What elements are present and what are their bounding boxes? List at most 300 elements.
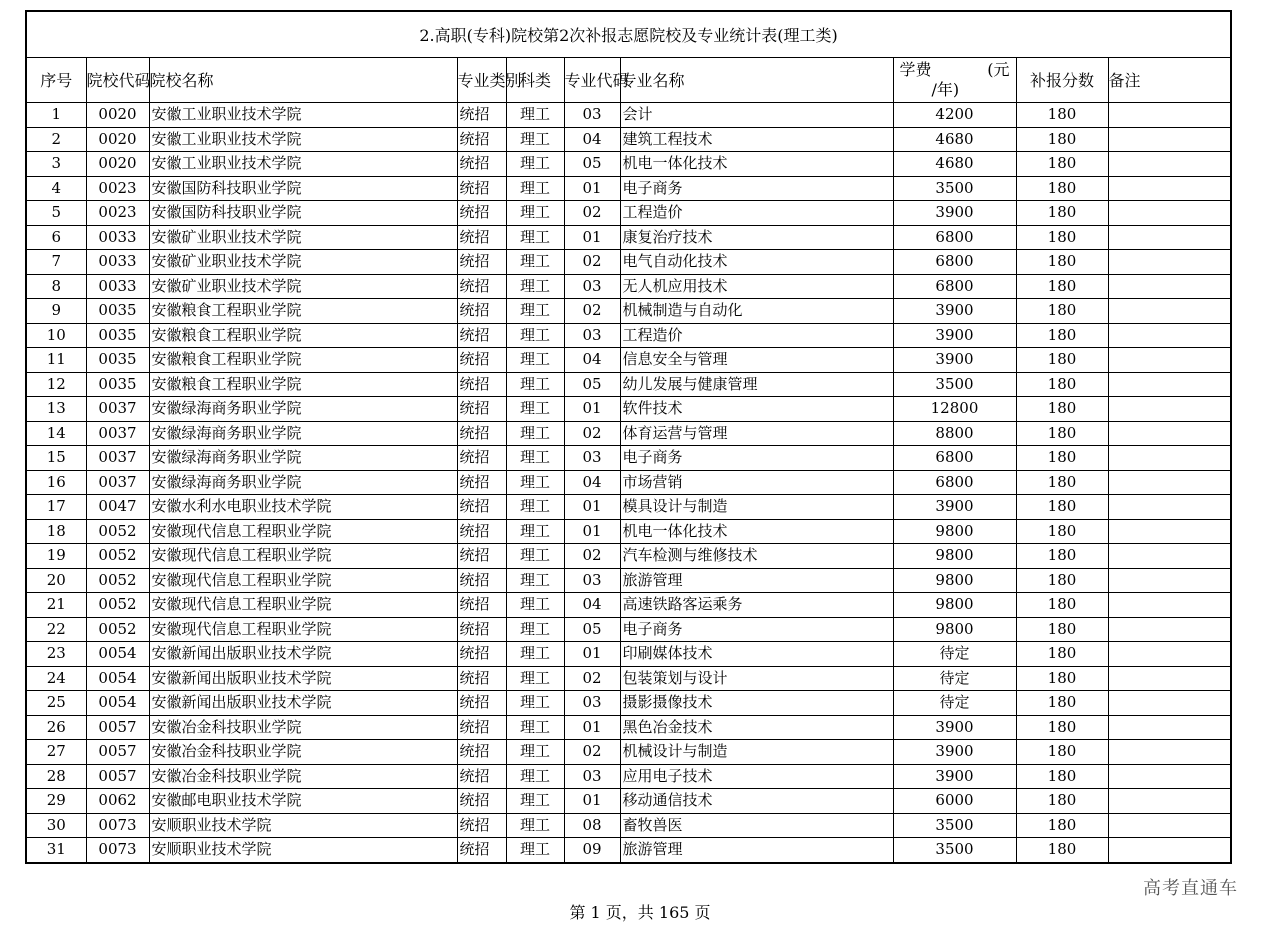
cell-score: 180 xyxy=(1016,372,1108,397)
cell-category: 理工 xyxy=(506,176,564,201)
cell-fee: 6000 xyxy=(893,789,1016,814)
cell-major-name: 旅游管理 xyxy=(620,838,893,863)
cell-score: 180 xyxy=(1016,446,1108,471)
cell-note xyxy=(1108,544,1231,569)
cell-major-name: 印刷媒体技术 xyxy=(620,642,893,667)
header-major-name: 专业名称 xyxy=(620,58,893,103)
cell-school-code: 0035 xyxy=(86,372,149,397)
cell-major-type: 统招 xyxy=(457,642,506,667)
cell-fee: 3500 xyxy=(893,838,1016,863)
cell-note xyxy=(1108,691,1231,716)
cell-note xyxy=(1108,470,1231,495)
table-row xyxy=(26,666,1231,691)
cell-seq: 24 xyxy=(26,666,86,691)
table-row xyxy=(26,421,1231,446)
cell-major-code: 03 xyxy=(564,103,620,128)
cell-major-type: 统招 xyxy=(457,617,506,642)
cell-seq: 21 xyxy=(26,593,86,618)
cell-school-name: 安徽工业职业技术学院 xyxy=(149,103,457,128)
cell-major-code: 01 xyxy=(564,225,620,250)
header-major-code: 专业代码 xyxy=(564,58,620,103)
cell-major-type: 统招 xyxy=(457,176,506,201)
cell-major-code: 01 xyxy=(564,495,620,520)
cell-school-name: 安徽国防科技职业学院 xyxy=(149,176,457,201)
cell-category: 理工 xyxy=(506,740,564,765)
cell-score: 180 xyxy=(1016,250,1108,275)
cell-major-code: 04 xyxy=(564,593,620,618)
cell-major-name: 机械制造与自动化 xyxy=(620,299,893,324)
cell-major-type: 统招 xyxy=(457,201,506,226)
cell-category: 理工 xyxy=(506,715,564,740)
cell-school-name: 安徽邮电职业技术学院 xyxy=(149,789,457,814)
cell-category: 理工 xyxy=(506,201,564,226)
cell-school-name: 安徽现代信息工程职业学院 xyxy=(149,544,457,569)
cell-category: 理工 xyxy=(506,103,564,128)
cell-major-code: 02 xyxy=(564,421,620,446)
cell-major-name: 电子商务 xyxy=(620,176,893,201)
cell-major-type: 统招 xyxy=(457,519,506,544)
table-row xyxy=(26,250,1231,275)
cell-fee: 9800 xyxy=(893,593,1016,618)
cell-major-name: 电子商务 xyxy=(620,446,893,471)
table-row xyxy=(26,152,1231,177)
table-row xyxy=(26,372,1231,397)
table-row xyxy=(26,397,1231,422)
cell-school-code: 0020 xyxy=(86,127,149,152)
cell-seq: 13 xyxy=(26,397,86,422)
cell-fee: 3900 xyxy=(893,764,1016,789)
header-score: 补报分数 xyxy=(1016,58,1108,103)
table-row xyxy=(26,446,1231,471)
cell-category: 理工 xyxy=(506,323,564,348)
cell-score: 180 xyxy=(1016,274,1108,299)
table-row xyxy=(26,593,1231,618)
cell-major-name: 机械设计与制造 xyxy=(620,740,893,765)
cell-school-code: 0020 xyxy=(86,103,149,128)
cell-major-type: 统招 xyxy=(457,691,506,716)
cell-major-code: 05 xyxy=(564,152,620,177)
cell-major-type: 统招 xyxy=(457,789,506,814)
cell-seq: 29 xyxy=(26,789,86,814)
cell-school-name: 安徽矿业职业技术学院 xyxy=(149,274,457,299)
cell-category: 理工 xyxy=(506,372,564,397)
cell-fee: 6800 xyxy=(893,250,1016,275)
cell-major-name: 工程造价 xyxy=(620,201,893,226)
cell-note xyxy=(1108,372,1231,397)
cell-category: 理工 xyxy=(506,617,564,642)
cell-school-code: 0035 xyxy=(86,299,149,324)
cell-note xyxy=(1108,813,1231,838)
cell-score: 180 xyxy=(1016,225,1108,250)
cell-school-name: 安徽现代信息工程职业学院 xyxy=(149,617,457,642)
cell-score: 180 xyxy=(1016,421,1108,446)
table-row xyxy=(26,617,1231,642)
cell-fee: 3900 xyxy=(893,348,1016,373)
cell-school-name: 安徽水利水电职业技术学院 xyxy=(149,495,457,520)
cell-category: 理工 xyxy=(506,225,564,250)
cell-major-code: 01 xyxy=(564,397,620,422)
cell-school-code: 0047 xyxy=(86,495,149,520)
cell-major-name: 康复治疗技术 xyxy=(620,225,893,250)
cell-school-name: 安徽粮食工程职业学院 xyxy=(149,348,457,373)
cell-major-type: 统招 xyxy=(457,372,506,397)
cell-major-code: 03 xyxy=(564,691,620,716)
cell-major-code: 02 xyxy=(564,740,620,765)
cell-school-code: 0057 xyxy=(86,740,149,765)
cell-major-type: 统招 xyxy=(457,568,506,593)
cell-major-name: 电子商务 xyxy=(620,617,893,642)
table-row xyxy=(26,103,1231,128)
table-row xyxy=(26,299,1231,324)
table-row xyxy=(26,642,1231,667)
cell-school-name: 安徽冶金科技职业学院 xyxy=(149,764,457,789)
cell-category: 理工 xyxy=(506,446,564,471)
cell-school-code: 0033 xyxy=(86,274,149,299)
cell-school-name: 安顺职业技术学院 xyxy=(149,813,457,838)
cell-note xyxy=(1108,152,1231,177)
cell-score: 180 xyxy=(1016,299,1108,324)
watermark-logo: 高考直通车 xyxy=(1143,878,1238,899)
table-row xyxy=(26,764,1231,789)
table-row xyxy=(26,201,1231,226)
cell-score: 180 xyxy=(1016,617,1108,642)
cell-category: 理工 xyxy=(506,813,564,838)
cell-major-code: 02 xyxy=(564,544,620,569)
cell-fee: 3500 xyxy=(893,813,1016,838)
table-row xyxy=(26,348,1231,373)
cell-fee: 4680 xyxy=(893,152,1016,177)
stats-table xyxy=(25,10,1232,864)
table-row xyxy=(26,789,1231,814)
header-fee xyxy=(893,58,1016,103)
cell-fee: 待定 xyxy=(893,666,1016,691)
cell-fee: 3500 xyxy=(893,372,1016,397)
cell-score: 180 xyxy=(1016,568,1108,593)
cell-major-name: 移动通信技术 xyxy=(620,789,893,814)
cell-major-code: 02 xyxy=(564,666,620,691)
cell-school-name: 安徽工业职业技术学院 xyxy=(149,152,457,177)
cell-note xyxy=(1108,740,1231,765)
cell-seq: 30 xyxy=(26,813,86,838)
cell-major-type: 统招 xyxy=(457,299,506,324)
header-fee-label: 学费 xyxy=(899,60,932,79)
cell-major-code: 04 xyxy=(564,348,620,373)
cell-major-name: 高速铁路客运乘务 xyxy=(620,593,893,618)
cell-major-type: 统招 xyxy=(457,397,506,422)
cell-category: 理工 xyxy=(506,421,564,446)
table-row xyxy=(26,740,1231,765)
cell-category: 理工 xyxy=(506,152,564,177)
cell-major-type: 统招 xyxy=(457,470,506,495)
cell-major-code: 01 xyxy=(564,519,620,544)
cell-score: 180 xyxy=(1016,544,1108,569)
table-row xyxy=(26,127,1231,152)
table-row xyxy=(26,225,1231,250)
page-footer: 第 1 页，共 165 页 xyxy=(569,903,711,922)
cell-note xyxy=(1108,568,1231,593)
cell-major-name: 机电一体化技术 xyxy=(620,152,893,177)
cell-major-name: 幼儿发展与健康管理 xyxy=(620,372,893,397)
cell-seq: 25 xyxy=(26,691,86,716)
cell-seq: 20 xyxy=(26,568,86,593)
cell-major-code: 05 xyxy=(564,617,620,642)
cell-major-type: 统招 xyxy=(457,544,506,569)
cell-category: 理工 xyxy=(506,274,564,299)
cell-school-code: 0073 xyxy=(86,838,149,863)
cell-school-name: 安徽矿业职业技术学院 xyxy=(149,250,457,275)
cell-major-name: 机电一体化技术 xyxy=(620,519,893,544)
header-school-name: 院校名称 xyxy=(149,58,457,103)
cell-score: 180 xyxy=(1016,740,1108,765)
table-row xyxy=(26,715,1231,740)
cell-major-type: 统招 xyxy=(457,666,506,691)
cell-fee: 8800 xyxy=(893,421,1016,446)
cell-fee: 6800 xyxy=(893,274,1016,299)
cell-school-name: 安徽国防科技职业学院 xyxy=(149,201,457,226)
cell-major-name: 应用电子技术 xyxy=(620,764,893,789)
cell-note xyxy=(1108,519,1231,544)
cell-school-name: 安徽冶金科技职业学院 xyxy=(149,740,457,765)
cell-fee: 4680 xyxy=(893,127,1016,152)
table-row xyxy=(26,838,1231,863)
cell-major-type: 统招 xyxy=(457,250,506,275)
cell-school-name: 安徽绿海商务职业学院 xyxy=(149,446,457,471)
table-title: 2.高职(专科)院校第2次补报志愿院校及专业统计表(理工类) xyxy=(26,11,1231,58)
cell-major-type: 统招 xyxy=(457,152,506,177)
cell-school-code: 0020 xyxy=(86,152,149,177)
table-row xyxy=(26,274,1231,299)
cell-score: 180 xyxy=(1016,593,1108,618)
cell-school-name: 安徽粮食工程职业学院 xyxy=(149,299,457,324)
table-row xyxy=(26,495,1231,520)
cell-score: 180 xyxy=(1016,715,1108,740)
cell-school-name: 安徽现代信息工程职业学院 xyxy=(149,593,457,618)
cell-major-name: 软件技术 xyxy=(620,397,893,422)
cell-school-name: 安徽新闻出版职业技术学院 xyxy=(149,666,457,691)
cell-category: 理工 xyxy=(506,764,564,789)
cell-major-name: 旅游管理 xyxy=(620,568,893,593)
cell-note xyxy=(1108,446,1231,471)
cell-school-code: 0023 xyxy=(86,201,149,226)
cell-note xyxy=(1108,250,1231,275)
cell-major-type: 统招 xyxy=(457,593,506,618)
cell-score: 180 xyxy=(1016,495,1108,520)
cell-major-type: 统招 xyxy=(457,838,506,863)
cell-category: 理工 xyxy=(506,495,564,520)
cell-score: 180 xyxy=(1016,642,1108,667)
cell-major-name: 模具设计与制造 xyxy=(620,495,893,520)
cell-category: 理工 xyxy=(506,519,564,544)
cell-score: 180 xyxy=(1016,838,1108,863)
cell-score: 180 xyxy=(1016,397,1108,422)
cell-fee: 待定 xyxy=(893,642,1016,667)
cell-major-type: 统招 xyxy=(457,740,506,765)
cell-category: 理工 xyxy=(506,348,564,373)
cell-school-code: 0057 xyxy=(86,764,149,789)
cell-school-name: 安徽新闻出版职业技术学院 xyxy=(149,691,457,716)
cell-seq: 10 xyxy=(26,323,86,348)
cell-school-name: 安徽现代信息工程职业学院 xyxy=(149,568,457,593)
cell-note xyxy=(1108,495,1231,520)
cell-fee: 9800 xyxy=(893,568,1016,593)
cell-note xyxy=(1108,323,1231,348)
cell-major-type: 统招 xyxy=(457,813,506,838)
cell-major-code: 03 xyxy=(564,568,620,593)
cell-seq: 6 xyxy=(26,225,86,250)
header-school-code: 院校代码 xyxy=(86,58,149,103)
cell-school-code: 0052 xyxy=(86,593,149,618)
cell-seq: 17 xyxy=(26,495,86,520)
cell-major-name: 摄影摄像技术 xyxy=(620,691,893,716)
cell-note xyxy=(1108,274,1231,299)
cell-major-type: 统招 xyxy=(457,446,506,471)
cell-note xyxy=(1108,789,1231,814)
cell-major-code: 03 xyxy=(564,446,620,471)
cell-major-code: 01 xyxy=(564,789,620,814)
cell-fee: 3900 xyxy=(893,715,1016,740)
cell-seq: 26 xyxy=(26,715,86,740)
cell-major-name: 黑色冶金技术 xyxy=(620,715,893,740)
cell-seq: 3 xyxy=(26,152,86,177)
cell-score: 180 xyxy=(1016,127,1108,152)
cell-major-type: 统招 xyxy=(457,764,506,789)
cell-fee: 3500 xyxy=(893,176,1016,201)
cell-seq: 4 xyxy=(26,176,86,201)
cell-seq: 2 xyxy=(26,127,86,152)
cell-major-type: 统招 xyxy=(457,495,506,520)
table-row xyxy=(26,470,1231,495)
cell-school-name: 安徽现代信息工程职业学院 xyxy=(149,519,457,544)
cell-fee: 12800 xyxy=(893,397,1016,422)
cell-major-code: 05 xyxy=(564,372,620,397)
cell-major-type: 统招 xyxy=(457,421,506,446)
cell-school-code: 0037 xyxy=(86,470,149,495)
cell-fee: 待定 xyxy=(893,691,1016,716)
cell-school-code: 0033 xyxy=(86,250,149,275)
table-row xyxy=(26,691,1231,716)
cell-school-name: 安徽绿海商务职业学院 xyxy=(149,397,457,422)
cell-category: 理工 xyxy=(506,544,564,569)
cell-seq: 18 xyxy=(26,519,86,544)
table-row xyxy=(26,323,1231,348)
table-row xyxy=(26,544,1231,569)
cell-school-code: 0052 xyxy=(86,544,149,569)
cell-note xyxy=(1108,299,1231,324)
header-category: 科类 xyxy=(506,58,564,103)
cell-fee: 9800 xyxy=(893,519,1016,544)
cell-category: 理工 xyxy=(506,470,564,495)
header-seq: 序号 xyxy=(26,58,86,103)
cell-score: 180 xyxy=(1016,103,1108,128)
cell-note xyxy=(1108,421,1231,446)
table-row xyxy=(26,568,1231,593)
cell-note xyxy=(1108,127,1231,152)
cell-score: 180 xyxy=(1016,470,1108,495)
cell-major-code: 01 xyxy=(564,642,620,667)
cell-school-name: 安徽粮食工程职业学院 xyxy=(149,323,457,348)
cell-seq: 23 xyxy=(26,642,86,667)
cell-seq: 11 xyxy=(26,348,86,373)
cell-school-code: 0057 xyxy=(86,715,149,740)
cell-major-name: 信息安全与管理 xyxy=(620,348,893,373)
cell-school-code: 0054 xyxy=(86,642,149,667)
cell-score: 180 xyxy=(1016,764,1108,789)
cell-school-code: 0062 xyxy=(86,789,149,814)
cell-school-code: 0035 xyxy=(86,323,149,348)
cell-seq: 12 xyxy=(26,372,86,397)
cell-school-code: 0035 xyxy=(86,348,149,373)
cell-fee: 3900 xyxy=(893,740,1016,765)
cell-note xyxy=(1108,642,1231,667)
cell-score: 180 xyxy=(1016,176,1108,201)
cell-major-code: 02 xyxy=(564,250,620,275)
cell-major-code: 08 xyxy=(564,813,620,838)
cell-score: 180 xyxy=(1016,691,1108,716)
cell-school-name: 安徽矿业职业技术学院 xyxy=(149,225,457,250)
cell-note xyxy=(1108,715,1231,740)
cell-school-code: 0073 xyxy=(86,813,149,838)
cell-major-type: 统招 xyxy=(457,348,506,373)
cell-school-code: 0052 xyxy=(86,617,149,642)
table-row xyxy=(26,519,1231,544)
cell-note xyxy=(1108,397,1231,422)
cell-major-name: 畜牧兽医 xyxy=(620,813,893,838)
cell-school-name: 安顺职业技术学院 xyxy=(149,838,457,863)
table-row xyxy=(26,813,1231,838)
cell-category: 理工 xyxy=(506,666,564,691)
cell-school-name: 安徽粮食工程职业学院 xyxy=(149,372,457,397)
cell-fee: 6800 xyxy=(893,446,1016,471)
cell-score: 180 xyxy=(1016,813,1108,838)
header-fee-unit-close: /年) xyxy=(931,80,960,99)
cell-score: 180 xyxy=(1016,666,1108,691)
cell-major-type: 统招 xyxy=(457,323,506,348)
cell-fee: 9800 xyxy=(893,544,1016,569)
cell-major-code: 02 xyxy=(564,201,620,226)
cell-major-code: 01 xyxy=(564,715,620,740)
cell-major-name: 市场营销 xyxy=(620,470,893,495)
cell-school-code: 0052 xyxy=(86,519,149,544)
cell-fee: 9800 xyxy=(893,617,1016,642)
cell-category: 理工 xyxy=(506,593,564,618)
cell-major-name: 工程造价 xyxy=(620,323,893,348)
cell-seq: 15 xyxy=(26,446,86,471)
cell-fee: 3900 xyxy=(893,201,1016,226)
cell-school-name: 安徽新闻出版职业技术学院 xyxy=(149,642,457,667)
cell-category: 理工 xyxy=(506,299,564,324)
cell-major-name: 建筑工程技术 xyxy=(620,127,893,152)
cell-school-name: 安徽绿海商务职业学院 xyxy=(149,470,457,495)
cell-major-code: 02 xyxy=(564,299,620,324)
cell-note xyxy=(1108,666,1231,691)
cell-major-name: 无人机应用技术 xyxy=(620,274,893,299)
cell-note xyxy=(1108,176,1231,201)
cell-major-code: 03 xyxy=(564,764,620,789)
cell-category: 理工 xyxy=(506,838,564,863)
cell-seq: 1 xyxy=(26,103,86,128)
header-note: 备注 xyxy=(1108,58,1231,103)
cell-score: 180 xyxy=(1016,519,1108,544)
cell-score: 180 xyxy=(1016,201,1108,226)
cell-fee: 6800 xyxy=(893,470,1016,495)
cell-major-code: 03 xyxy=(564,274,620,299)
cell-category: 理工 xyxy=(506,691,564,716)
cell-note xyxy=(1108,838,1231,863)
cell-score: 180 xyxy=(1016,323,1108,348)
cell-fee: 3900 xyxy=(893,323,1016,348)
cell-seq: 16 xyxy=(26,470,86,495)
cell-school-code: 0037 xyxy=(86,421,149,446)
